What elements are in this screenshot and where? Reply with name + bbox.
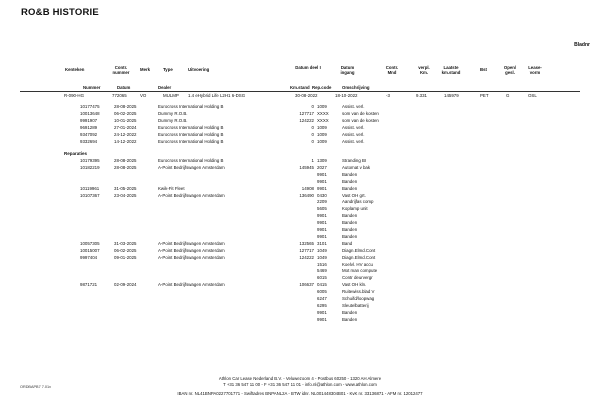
vehicle-laatste-km: 145979 — [444, 93, 459, 98]
cell-omschrijving: Contr deurvergr — [342, 275, 373, 281]
cell-omschrijving: Banden — [342, 185, 358, 191]
cell-datum: 28-08-2025 — [114, 164, 137, 170]
cell-dealer: Dummy R.O.B. — [158, 117, 188, 123]
cell-datum: 06-02-2025 — [114, 110, 137, 116]
cell-rep-code: 9901 — [317, 233, 327, 239]
cell-rep-code: 9901 — [317, 227, 327, 232]
cell-omschrijving: som van de kosten — [342, 110, 379, 116]
cell-nummer: 9332694 — [80, 138, 98, 144]
cell-dealer: Dummy R.O.B. — [158, 110, 188, 116]
cell-rep-code: 1049 — [317, 254, 327, 260]
cell-omschrijving: Assist. verl. — [342, 104, 365, 109]
cell-datum: 09-01-2025 — [114, 254, 137, 260]
cell-omschrijving: Koplamp unit — [342, 206, 368, 212]
cell-rep-code: 6247 — [317, 296, 327, 301]
cell-rep-code: 1009 — [317, 131, 327, 137]
cell-dealer: A-Point Bedrijfswagen Amsterdam — [158, 254, 225, 260]
header-lease-vorm: Lease- vorm — [528, 65, 542, 76]
cell-omschrijving: Assist. verl. — [342, 124, 365, 130]
cell-rep-code: 2209 — [317, 199, 327, 205]
cell-km-stand: 0 — [311, 124, 314, 130]
cell-omschrijving: Stranding BI — [342, 158, 367, 163]
header-open-gesl: Open/ gesl. — [503, 65, 517, 76]
vehicle-datum-deel: 30-08-2022 — [295, 93, 318, 98]
cell-km-stand: 127717 — [299, 247, 314, 253]
cell-nummer: 10119961 — [80, 185, 100, 191]
cell-omschrijving: som van de kosten — [342, 117, 379, 123]
header-contr-mnd: Contr. Mnd — [385, 65, 399, 76]
cell-rep-code: 1009 — [317, 104, 327, 109]
cell-dealer: A-Point Bedrijfswagen Amsterdam — [158, 240, 225, 246]
vehicle-uitvoering: 1.4 eHybrid Life L2H1 6-DSG — [188, 93, 246, 98]
cell-omschrijving: Automat v bak — [342, 164, 371, 170]
cell-nummer: 10057305 — [80, 240, 100, 246]
header-omschrijving: Omschrijving — [342, 85, 370, 90]
cell-dealer: Eurocross International Holding B — [158, 138, 224, 144]
cell-dealer: Eurocross International Holding B — [158, 124, 224, 130]
cell-rep-code: 9901 — [317, 309, 327, 315]
cell-omschrijving: Koelvl. HV accu — [342, 261, 373, 267]
vehicle-merk: VO — [140, 93, 147, 98]
cell-datum: 10-01-2025 — [114, 117, 137, 123]
cell-rep-code: 1049 — [317, 247, 327, 253]
footer-address: Athlon Car Lease Nederland B.V. - Veluwezoom 4 - Postbus 60250 - 1320 AH Almere — [218, 376, 382, 381]
cell-dealer: A-Point Bedrijfswagen Amsterdam — [158, 192, 225, 198]
cell-km-stand: 145945 — [299, 164, 314, 170]
header-bst: Bst — [480, 67, 487, 72]
cell-km-stand: 132565 — [299, 240, 314, 246]
cell-rep-code: 9901 — [317, 316, 327, 322]
cell-rep-code: 5605 — [317, 206, 327, 212]
header-verpl-km: verpl. Km. — [418, 65, 430, 76]
cell-datum: 06-02-2025 — [114, 247, 137, 253]
cell-omschrijving: Banden — [342, 316, 358, 322]
cell-omschrijving: Aandrijfas comp — [342, 199, 374, 205]
header-kenteken: Kenteken — [65, 67, 85, 72]
cell-rep-code: 0430 — [317, 192, 327, 198]
header-nummer: Nummer — [83, 85, 101, 90]
cell-omschrijving: Diagn.Elmd.Cont — [342, 247, 376, 253]
cell-rep-code: 9901 — [317, 178, 327, 184]
cell-nummer: 10182219 — [80, 164, 100, 170]
vehicle-type: MULMP — [163, 93, 179, 98]
header-contr-nummer: Contr. nummer — [112, 65, 130, 76]
cell-omschrijving: Mot man compute — [342, 268, 378, 274]
cell-omschrijving: Banden — [342, 227, 358, 232]
header-datum: Datum — [117, 85, 131, 90]
cell-datum: 23-04-2025 — [114, 192, 137, 198]
cell-datum: 27-01-2024 — [114, 124, 137, 130]
cell-datum: 14-12-2022 — [114, 138, 137, 144]
cell-nummer: 10179395 — [80, 158, 100, 163]
reparaties-section-title: Reparaties — [64, 151, 88, 156]
cell-km-stand: 0 — [311, 104, 314, 109]
table-row — [0, 138, 600, 145]
cell-dealer: Eurocross International Holding B — [158, 104, 224, 109]
cell-omschrijving: Banden — [342, 309, 358, 315]
header-rep-code: Rep.code — [312, 85, 332, 90]
cell-datum: 02-09-2024 — [114, 282, 137, 288]
cell-rep-code: 9901 — [317, 213, 327, 219]
cell-nummer: 9991907 — [80, 117, 98, 123]
cell-rep-code: 3101 — [317, 240, 327, 246]
cell-km-stand: 14908 — [301, 185, 314, 191]
cell-omschrijving: Assist. verl. — [342, 131, 365, 137]
vehicle-contr-nummer: 772065 — [112, 93, 127, 98]
cell-omschrijving: Banden — [342, 171, 358, 177]
cell-rep-code: 6295 — [317, 302, 327, 308]
cell-omschrijving: Band — [342, 240, 353, 246]
footer-contact: T +31 36 547 11 00 - F +31 36 547 11 01 - info.nl@athlon.com - www.athlon.com — [223, 382, 377, 387]
cell-omschrijving: Vast OH grt. — [342, 192, 366, 198]
cell-km-stand: 127717 — [299, 110, 314, 116]
header-uitvoering: Uitvoering — [188, 67, 210, 72]
cell-nummer: 10015007 — [80, 247, 100, 253]
vehicle-bst: PET — [480, 93, 489, 98]
cell-km-stand: 124222 — [299, 117, 314, 123]
vehicle-open-gesl: G — [506, 93, 510, 98]
cell-dealer: Eurocross International Holding B — [158, 131, 224, 137]
cell-km-stand: 124222 — [299, 254, 314, 260]
cell-rep-code: 1009 — [317, 138, 327, 144]
cell-rep-code: XXXX — [317, 110, 329, 116]
cell-km-stand: 0 — [311, 138, 314, 144]
cell-dealer: A-Point Bedrijfswagen Amsterdam — [158, 164, 225, 170]
header-datum-deel: Datum deel I — [295, 65, 321, 70]
cell-rep-code: 1009 — [317, 124, 327, 130]
cell-omschrijving: Banden — [342, 233, 358, 239]
cell-datum: 31-03-2025 — [114, 240, 137, 246]
header-datum-ingang: Datum ingang — [340, 65, 355, 76]
vehicle-contr-mnd: -3 — [386, 93, 390, 98]
cell-dealer: A-Point Bedrijfswagen Amsterdam — [158, 247, 225, 253]
cell-rep-code: 9901 — [317, 220, 327, 226]
cell-rep-code: 5469 — [317, 268, 327, 274]
cell-km-stand: 0 — [311, 131, 314, 137]
cell-datum: 24-12-2022 — [114, 131, 137, 137]
cell-omschrijving: Banden — [342, 220, 358, 226]
cell-nummer: 10107367 — [80, 192, 100, 198]
cell-nummer: 9347092 — [80, 131, 98, 137]
cell-datum: 31-05-2025 — [114, 185, 137, 191]
cell-omschrijving: Assist. verl. — [342, 138, 365, 144]
vehicle-row — [0, 92, 600, 99]
cell-datum: 28-08-2025 — [114, 158, 137, 163]
cell-nummer: 9691289 — [80, 124, 98, 130]
header-merk: Merk — [140, 67, 151, 72]
table-row — [0, 316, 600, 323]
cell-nummer: 9871721 — [80, 282, 98, 288]
vehicle-datum-ingang: 18-10-2022 — [335, 93, 358, 98]
cell-omschrijving: Vast OH kln. — [342, 282, 367, 288]
cell-datum: 28-08-2025 — [114, 104, 137, 109]
cell-km-stand: 1 — [311, 158, 314, 163]
cell-omschrijving: Sleutelbatterij — [342, 302, 369, 308]
cell-rep-code: XXXX — [317, 117, 329, 123]
vehicle-kenteken: R-090-HG — [64, 93, 85, 98]
cell-omschrijving: Diagn.Elmd.Cont — [342, 254, 376, 260]
cell-nummer: 10177475 — [80, 104, 100, 109]
header-km-stand: Km.stand — [290, 85, 310, 90]
cell-nummer: 10013648 — [80, 110, 100, 116]
cell-rep-code: 1309 — [317, 158, 327, 163]
header-dealer: Dealer — [158, 85, 172, 90]
cell-rep-code: 9901 — [317, 171, 327, 177]
cell-rep-code: 9901 — [317, 185, 327, 191]
cell-rep-code: 1516 — [317, 261, 327, 267]
page-title: RO&B HISTORIE — [21, 7, 99, 18]
cell-rep-code: 2027 — [317, 164, 327, 170]
cell-km-stand: 136490 — [299, 192, 314, 198]
form-code: ORDBAPB7 7.01v — [20, 385, 52, 389]
vehicle-verpl-km: 9.331 — [416, 93, 427, 98]
cell-omschrijving: Schuifd/loopwag — [342, 296, 375, 301]
cell-nummer: 9997404 — [80, 254, 98, 260]
footer-registration: IBAN nr. NL41BNPA0227701771 - Swiftadres BNPANL2A - BTW idnr. NL001448304B01 - KvK nr. 33136871 - AFM nr. 12012477 — [177, 391, 423, 396]
cell-omschrijving: Banden — [342, 178, 358, 184]
cell-dealer: A-Point Bedrijfswagen Amsterdam — [158, 282, 225, 288]
vehicle-lease-vorm: OSL — [528, 93, 537, 98]
cell-rep-code: 6015 — [317, 275, 327, 281]
cell-dealer: Eurocross International Holding B — [158, 158, 224, 163]
page-number-label: Bladnr — [574, 42, 590, 48]
cell-rep-code: 6005 — [317, 289, 327, 295]
cell-rep-code: 0415 — [317, 282, 327, 288]
header-laatste-km: Laatste km.stand — [441, 65, 461, 76]
cell-dealer: Kwik-Fit Fleet — [158, 185, 185, 191]
header-type: Type — [163, 67, 173, 72]
cell-km-stand: 106637 — [299, 282, 314, 288]
cell-omschrijving: Banden — [342, 213, 358, 219]
cell-omschrijving: Ruitewiss.blad V — [342, 289, 375, 295]
